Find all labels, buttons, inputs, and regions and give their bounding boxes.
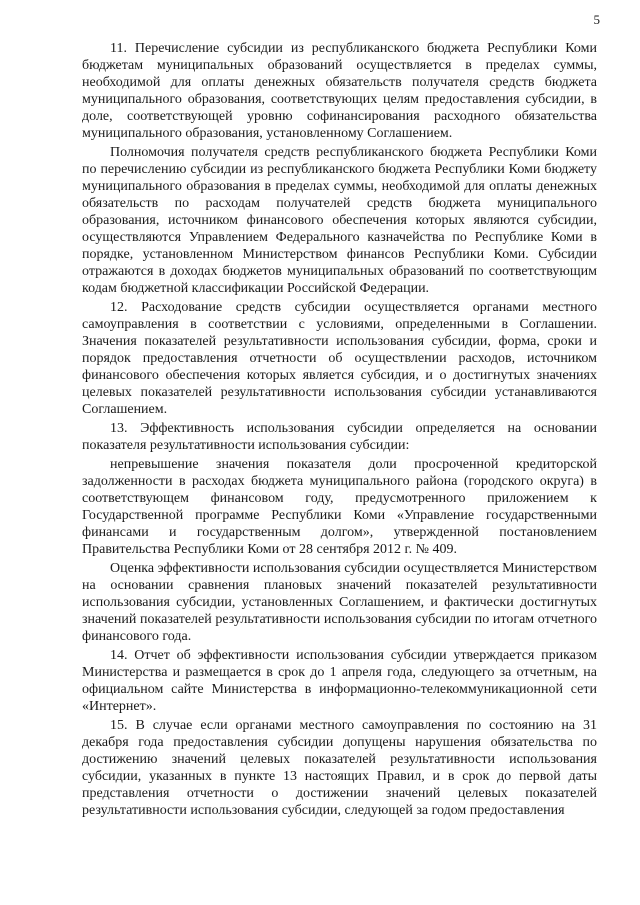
paragraph-14: 14. Отчет об эффективности использования субсидии утверждается приказом Министерства и размещается в срок до 1 апреля года, следующего за отчетным, на официальном сайте Министерства в информационно-телекоммуникационной сети «Интернет». bbox=[82, 648, 597, 714]
paragraph-13-indicator: непревышение значения показателя доли просроченной кредиторской задолженности в расходах бюджета муниципального района (городского округа) в соответствующем финансовом году, предусмотренного приложением к Государственной программе Республики Коми «Управление государственными финансами и государственным долгом», утвержденной постановлением Правительства Республики Коми от 28 сентября 2012 г. № 409. bbox=[82, 457, 597, 557]
paragraph-11: 11. Перечисление субсидии из республиканского бюджета Республики Коми бюджетам муниципальных образований осуществляется в пределах суммы, необходимой для оплаты денежных обязательств получателя средств бюджета муниципального образования, соответствующих целям предоставления субсидии, в доле, соответствующей уровню софинансирования расходного обязательства муниципального образования, установленному Соглашением. bbox=[82, 41, 597, 141]
paragraph-13-evaluation: Оценка эффективности использования субсидии осуществляется Министерством на основании сравнения плановых значений показателей результативности использования субсидии, установленных Соглашением, и фактически достигнутых значений показателей результативности использования субсидии по итогам отчетного финансового года. bbox=[82, 561, 597, 644]
paragraph-13: 13. Эффективность использования субсидии определяется на основании показателя результативности использования субсидии: bbox=[82, 421, 597, 453]
paragraph-15: 15. В случае если органами местного самоуправления по состоянию на 31 декабря года предоставления субсидии допущены нарушения обязательства по достижению значений целевых показателей результативности использования субсидии, указанных в пункте 13 настоящих Правил, и в срок до первой даты представления отчетности о достижении значений целевых показателей результативности использования субсидии, следующей за годом предоставления bbox=[82, 718, 597, 818]
document-body bbox=[82, 40, 597, 819]
page-number: 5 bbox=[593, 12, 600, 27]
paragraph-12: 12. Расходование средств субсидии осуществляется органами местного самоуправления в соответствии с условиями, определенными в Соглашении. Значения показателей результативности использования субсидии, форма, сроки и порядок предоставления отчетности об осуществлении расходов, источником финансового обеспечения которых является субсидия, и о достигнутых значениях целевых показателей результативности использования субсидии устанавливаются Соглашением. bbox=[82, 300, 597, 417]
paragraph-11-authority: Полномочия получателя средств республиканского бюджета Республики Коми по перечислению субсидии из республиканского бюджета Республики Коми бюджету муниципального образования в пределах суммы, необходимой для оплаты денежных обязательств по расходам получателей средств бюджета муниципального образования, источником финансового обеспечения которых являются субсидии, осуществляются Управлением Федерального казначейства по Республике Коми в порядке, установленном Министерством финансов Республики Коми. Субсидии отражаются в доходах бюджетов муниципальных образований по соответствующим кодам бюджетной классификации Российской Федерации. bbox=[82, 145, 597, 296]
